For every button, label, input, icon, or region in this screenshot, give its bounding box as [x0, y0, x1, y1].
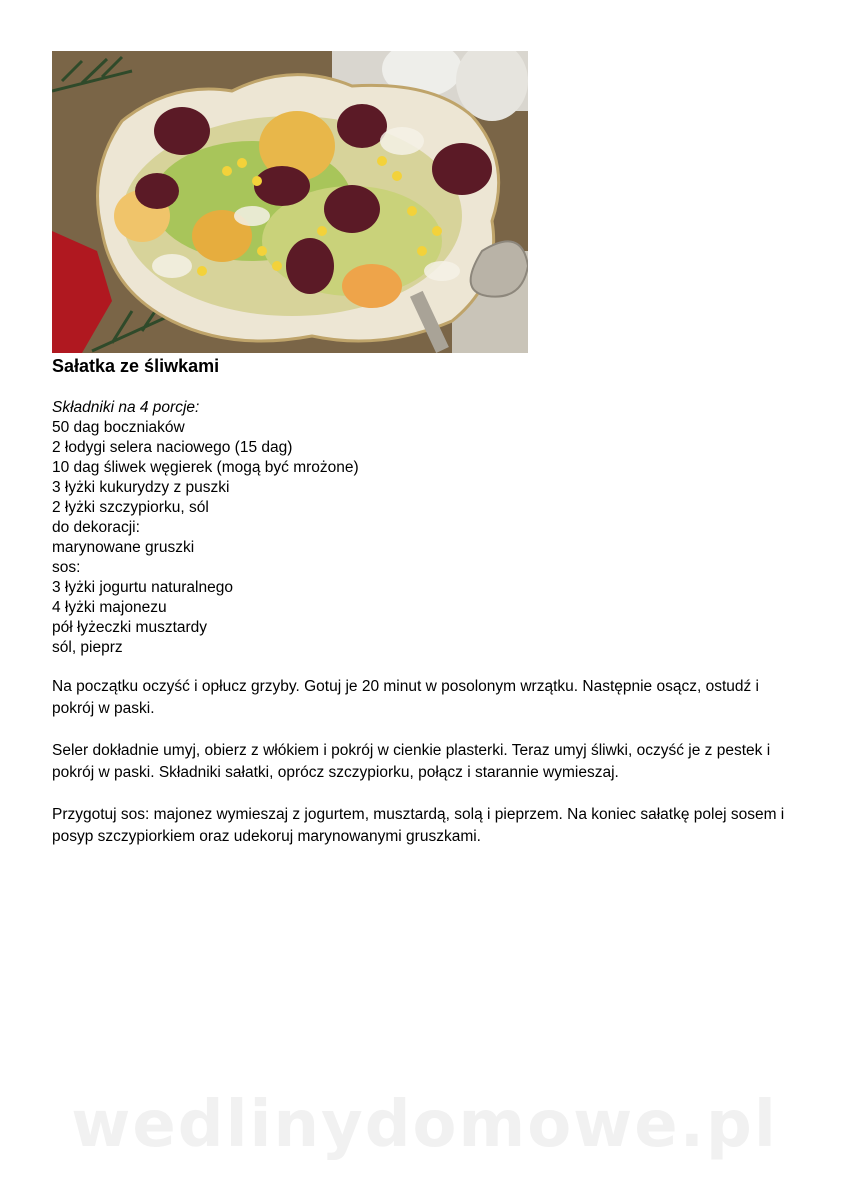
- ingredient-item: 2 łodygi selera naciowego (15 dag): [52, 439, 293, 456]
- ingredient-item: sos:: [52, 559, 81, 576]
- step-paragraph: Seler dokładnie umyj, obierz z włókiem i pokrój w cienkie plasterki. Teraz umyj śliwki, oczyść je z pestek i pokrój w paski. Składniki sałatki, oprócz szczypiorku, połącz i starannie wymieszaj.: [52, 742, 771, 781]
- watermark: wedlinydomowe.pl: [71, 1088, 778, 1162]
- ingredient-item: do dekoracji:: [52, 519, 140, 536]
- salad-photo: [52, 51, 528, 353]
- recipe-title: Sałatka ze śliwkami: [52, 356, 220, 376]
- ingredient-item: 50 dag boczniaków: [52, 419, 185, 436]
- step-paragraph: Na początku oczyść i opłucz grzyby. Gotuj je 20 minut w posolonym wrzątku. Następnie osącz, ostudź i pokrój w paski.: [52, 678, 759, 717]
- ingredient-item: 2 łyżki szczypiorku, sól: [52, 499, 209, 516]
- ingredients-list: [52, 398, 359, 658]
- ingredient-item: pół łyżeczki musztardy: [52, 619, 208, 636]
- ingredient-item: sól, pieprz: [52, 639, 123, 656]
- preparation-steps: [52, 676, 792, 868]
- salad-illustration: [52, 51, 528, 353]
- ingredient-item: 3 łyżki kukurydzy z puszki: [52, 479, 230, 496]
- ingredients-heading: Składniki na 4 porcje:: [52, 399, 200, 416]
- ingredient-item: marynowane gruszki: [52, 539, 195, 556]
- ingredient-item: 10 dag śliwek węgierek (mogą być mrożone): [52, 459, 359, 476]
- step-paragraph: Przygotuj sos: majonez wymieszaj z jogurtem, musztardą, solą i pieprzem. Na koniec sałatkę polej sosem i posyp szczypiorkiem oraz udekoruj marynowanymi gruszkami.: [52, 806, 785, 845]
- ingredient-item: 4 łyżki majonezu: [52, 599, 167, 616]
- ingredient-item: 3 łyżki jogurtu naturalnego: [52, 579, 233, 596]
